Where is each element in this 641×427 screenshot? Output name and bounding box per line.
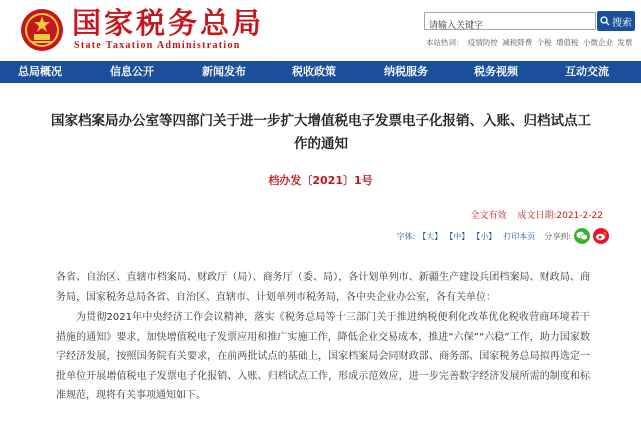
nav-item-disclosure[interactable]: 信息公开 — [110, 65, 154, 78]
font-small-button[interactable]: 【小】 — [472, 231, 497, 241]
search-button[interactable] — [597, 11, 635, 31]
hot-word-link[interactable]: 发票 — [617, 38, 633, 47]
article-tools — [397, 228, 609, 244]
hot-word-link[interactable]: 个税 — [536, 38, 552, 47]
document-number: 档办发〔2021〕1号 — [268, 174, 373, 187]
nav-item-video[interactable]: 税务视频 — [474, 65, 518, 78]
hot-word-link[interactable]: 疫情防控 — [467, 38, 498, 47]
publish-date: 成文日期:2021-2-22 — [517, 211, 603, 221]
site-header — [0, 0, 641, 60]
hot-words — [426, 37, 634, 48]
search-box — [424, 12, 596, 30]
hot-word-link[interactable]: 小微企业 — [582, 38, 613, 47]
weibo-share-button[interactable] — [593, 228, 609, 244]
weibo-icon — [595, 231, 607, 241]
hot-words-label: 本站热词： — [426, 38, 464, 47]
site-title[interactable]: 国家税务总局 — [72, 6, 265, 40]
article-title — [40, 110, 602, 156]
validity-badge: 全文有效 — [470, 211, 507, 221]
search-input[interactable] — [425, 18, 595, 34]
font-medium-button[interactable]: 【中】 — [445, 231, 470, 241]
font-size-label: 字体: — [396, 231, 416, 241]
nav-item-policy[interactable]: 税收政策 — [292, 65, 336, 78]
national-emblem-icon — [20, 8, 64, 52]
print-page-link[interactable]: 打印本页 — [503, 231, 536, 241]
wechat-share-button[interactable] — [574, 228, 590, 244]
article-body — [56, 268, 590, 406]
nav-item-interaction[interactable]: 互动交流 — [565, 65, 609, 78]
nav-item-overview[interactable]: 总局概况 — [18, 65, 62, 78]
article-title-line: 国家档案局办公室等四部门关于进一步扩大增值税电子发票电子化报销、入账、归档试点工 — [51, 113, 591, 129]
paragraph-addressees: 各省、自治区、直辖市档案局、财政厅（局）、商务厅（委、局），各计划单列市、新疆生产建设兵团档案局、财政局、商务局，国家税务总局各省、自治区、直辖市、计划单列市税务局，各中央企业办公室，各有关单位： — [56, 272, 590, 303]
font-large-button[interactable]: 【大】 — [418, 231, 443, 241]
nav-item-news[interactable]: 新闻发布 — [202, 65, 246, 78]
nav-item-service[interactable]: 纳税服务 — [384, 65, 428, 78]
search-icon — [600, 16, 610, 26]
article-title-line: 作的通知 — [294, 136, 348, 152]
site-subtitle: State Taxation Administration — [74, 40, 241, 51]
main-nav — [0, 61, 641, 83]
share-label: 分享到: — [544, 231, 571, 241]
hot-word-link[interactable]: 增值税 — [556, 38, 579, 47]
paragraph-body: 为贯彻2021年中央经济工作会议精神，落实《税务总局等十三部门关于推进纳税便利化改革优化税收营商环境若干措施的通知》要求，加快增值税电子发票应用和推广实施工作，降低企业交易成本，推进“六保”“六稳”工作，助力国家数字经济发展，按照国务院有关要求，在前两批试点的基础上，国家档案局会同财政部、商务部、国家税务总局拟再选定一批单位开展增值税电子发票电子化报销、入账、归档试点工作，形成示范效应，进一步完善数字经济发展所需的制度和标准规范，现将有关事项通知如下。 — [56, 312, 590, 401]
wechat-icon — [576, 231, 588, 241]
search-button-label: 搜索 — [612, 17, 632, 29]
article-meta — [470, 208, 603, 221]
hot-word-link[interactable]: 减税降费 — [502, 38, 533, 47]
